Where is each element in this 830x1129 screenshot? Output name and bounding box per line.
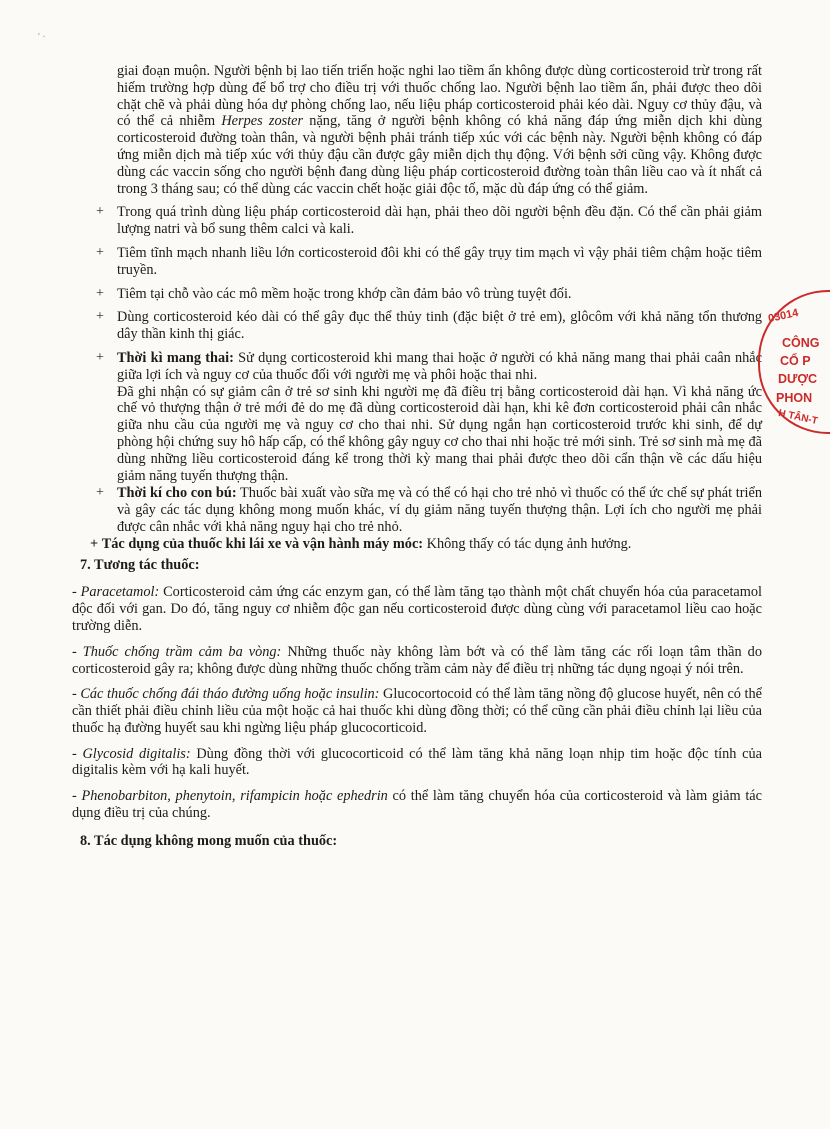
- pregnancy-detail: Đã ghi nhận có sự giảm cân ở trẻ sơ sinh khi người mẹ đã điều trị bằng corticosteroid dài hạn. Vì khả năng ức chế vỏ thượng thận ở trẻ mới đẻ do mẹ đã dùng corticosteroid dài hạn, khi kê đơn corticosteroid phải cân nhắc giữa nhu cầu của người mẹ và nguy cơ cho thai nhi. Sử dụng ngắn hạn corticosteroid trước khi sinh, để dự phòng hội chứng suy hô hấp cấp, có thể không gây nguy cơ cho thai nhi hoặc trẻ mới sinh. Trẻ sơ sinh mà mẹ đã dùng những liều corticosteroid đáng kể trong thời kỳ mang thai phải được theo dõi cẩn thận về các dấu hiệu giảm năng tuyến thượng thận.: [117, 383, 762, 484]
- bullet-item: + Trong quá trình dùng liệu pháp corticosteroid dài hạn, phải theo dõi người bệnh đều đặn. Có thể cần phải giảm lượng natri và bổ sung thêm calci và kali.: [96, 204, 762, 238]
- stamp-text: H TÂN-T: [777, 407, 819, 428]
- company-stamp: [758, 290, 830, 434]
- stamp-text: CỔ P: [780, 354, 811, 368]
- interaction-term: - Các thuốc chống đái tháo đường uống hoặc insulin:: [72, 686, 380, 703]
- bullet-mark: +: [96, 285, 104, 301]
- section-8-title: 8. Tác dụng không mong muốn của thuốc:: [80, 832, 338, 849]
- interaction-item: - Phenobarbiton, phenytoin, rifampicin hoặc ephedrin có thể làm tăng chuyển hóa của corticosteroid và làm giảm tác dụng điều trị của chúng.: [72, 788, 762, 822]
- stamp-text: 03014: [767, 306, 800, 326]
- interaction-term: - Thuốc chống trầm cảm ba vòng:: [72, 643, 282, 660]
- driving-label: Tác dụng của thuốc khi lái xe và vận hành máy móc:: [101, 535, 424, 552]
- breastfeeding-label: Thời kí cho con bú:: [117, 485, 237, 502]
- scan-artifact: ' ·: [38, 32, 46, 43]
- stamp-text: DƯỢC: [778, 372, 818, 386]
- interaction-term: - Phenobarbiton, phenytoin, rifampicin hoặc ephedrin: [72, 788, 388, 805]
- bullet-mark: +: [96, 349, 104, 365]
- interaction-item: - Các thuốc chống đái tháo đường uống hoặc insulin: Glucocortocoid có thể làm tăng nồng độ glucose huyết, nên có thể cần thiết phải điều chỉnh liều của một hoặc cả hai thuốc khi dùng đồng thời; có thể cũng cần phải điều chỉnh lại liều của thuốc hạ đường huyết sau khi ngừng liệu pháp glucocorticoid.: [72, 686, 762, 736]
- interaction-term: - Paracetamol:: [72, 584, 160, 601]
- pregnancy-label: Thời kì mang thai:: [117, 349, 234, 366]
- bullet-item: + Tiêm tĩnh mạch nhanh liều lớn corticosteroid đôi khi có thể gây trụy tim mạch vì vậy phải tiêm chậm hoặc tiêm truyền.: [96, 244, 762, 278]
- interaction-item: - Thuốc chống trầm cảm ba vòng: Những thuốc này không làm bớt và có thể làm tăng các rối loạn tâm thần do corticosteroid gây ra; không được dùng những thuốc chống trầm cảm này để điều trị những tác dụng ngoại ý nói trên.: [72, 643, 762, 677]
- intro-paragraph: giai đoạn muộn. Người bệnh bị lao tiến triển hoặc nghi lao tiềm ẩn không được dùng corticosteroid trừ trong rất hiếm trường hợp dùng để bổ trợ cho điều trị với thuốc chống lao. Người bệnh lao tiềm ẩn, phải được theo dõi chặt chẽ và phải dùng hóa dự phòng chống lao, nếu liệu pháp corticosteroid phải kéo dài. Nguy cơ thủy đậu, và có thể cả nhiễm Herpes zoster nặng, tăng ở người bệnh không có khả năng đáp ứng miễn dịch khi dùng corticosteroid đường toàn thân, và người bệnh phải tránh tiếp xúc với các bệnh này. Người bệnh không có đáp ứng miễn dịch mà tiếp xúc với thủy đậu cần được gây miễn dịch thụ động. Với bệnh sởi cũng vậy. Không được dùng các vaccin sống cho người bệnh đang dùng liệu pháp corticosteroid đường toàn thân liều cao và ít nhất cả trong 3 tháng sau; có thể dùng các vaccin chết hoặc giải độc tố, mặc dù đáp ứng có thể giảm.: [117, 63, 763, 197]
- bullet-mark: +: [96, 204, 104, 220]
- bullet-mark: +: [96, 485, 104, 501]
- interaction-item: - Paracetamol: Corticosteroid cảm ứng các enzym gan, có thể làm tăng tạo thành một chất chuyển hóa của paracetamol độc đối với gan. Do đó, tăng nguy cơ nhiễm độc gan nếu corticosteroid được dùng cùng với paracetamol liều cao hoặc trường diễn.: [72, 584, 763, 634]
- stamp-text: PHON: [776, 391, 813, 405]
- driving-mark: +: [90, 535, 99, 552]
- interaction-item: - Glycosid digitalis: Dùng đồng thời với glucocorticoid có thể làm tăng khả năng loạn nhịp tim hoặc độc tính của digitalis kèm với hạ kali huyết.: [72, 745, 762, 779]
- section-7-title: 7. Tương tác thuốc:: [80, 556, 200, 573]
- interaction-term: - Glycosid digitalis:: [72, 745, 191, 762]
- bullet-mark: +: [96, 244, 104, 260]
- herpes-term: Herpes zoster: [221, 113, 304, 130]
- bullet-item: + Dùng corticosteroid kéo dài có thể gây đục thể thủy tinh (đặc biệt ở trẻ em), glôcôm với khả năng tổn thương dây thần kinh thị giác.: [96, 309, 762, 343]
- driving-effect: + Tác dụng của thuốc khi lái xe và vận hành máy móc: Không thấy có tác dụng ảnh hưởng.: [90, 535, 632, 552]
- breastfeeding-bullet: + Thời kí cho con bú: Thuốc bài xuất vào sữa mẹ và có thể có hại cho trẻ nhỏ vì thuốc có thể ức chế sự phát triển và gây các tác dụng không mong muốn khác, ví dụ giảm năng tuyến thượng thận. Lợi ích cho người mẹ phải được cân nhắc với khả năng nguy hại cho trẻ nhỏ.: [96, 485, 762, 535]
- document-body: [72, 63, 762, 850]
- bullet-mark: +: [96, 309, 104, 325]
- pregnancy-bullet: + Thời kì mang thai: Sử dụng corticosteroid khi mang thai hoặc ở người có khả năng mang thai phải caân nhắc giữa lợi ích và nguy cơ của thuốc đối với người mẹ và phôi hoặc thai nhi.: [96, 349, 762, 383]
- stamp-text: CÔNG: [782, 336, 820, 350]
- bullet-item: + Tiêm tại chỗ vào các mô mềm hoặc trong khớp cần đảm bảo vô trùng tuyệt đối.: [96, 285, 572, 302]
